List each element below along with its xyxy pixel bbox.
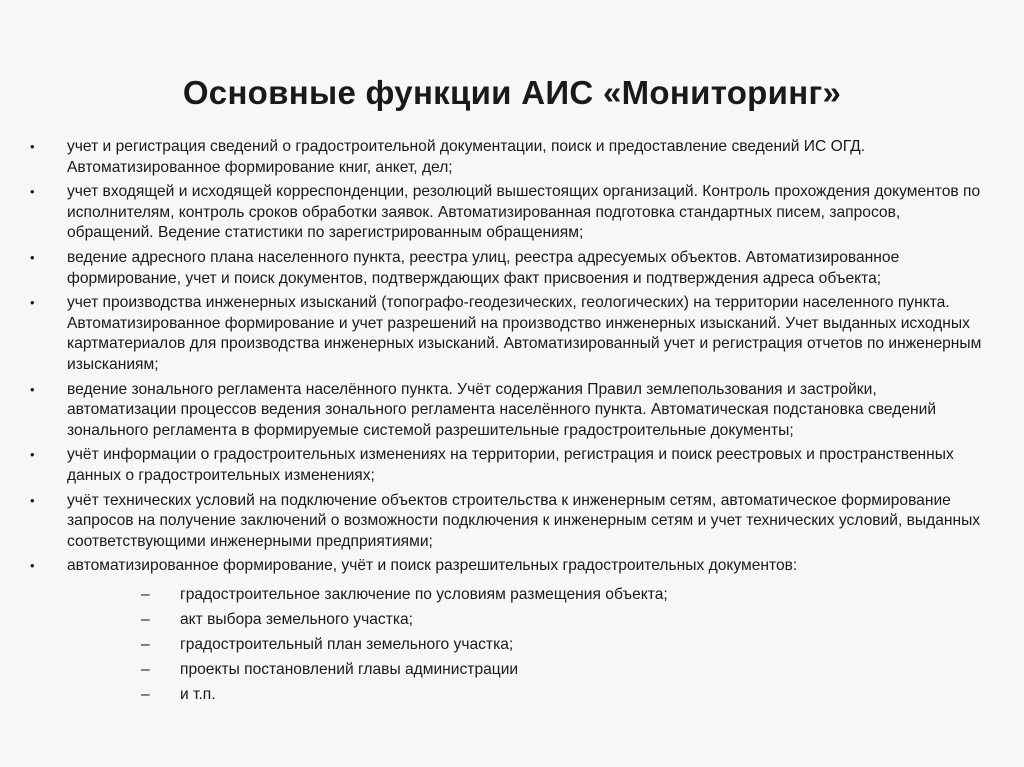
list-item (0, 137, 1024, 178)
documents-sublist (67, 585, 984, 706)
sublist-item (67, 585, 984, 606)
sublist-item-text: проекты постановлений главы администрации (180, 661, 519, 679)
bullet-icon: • (30, 492, 35, 508)
dash-icon: – (141, 661, 150, 679)
sublist-item (67, 685, 984, 706)
list-item (0, 445, 1024, 486)
list-item (0, 182, 1024, 244)
list-item (0, 556, 1024, 706)
bullet-icon: • (30, 295, 35, 311)
list-item-text: ведение адресного плана населенного пункта, реестра улиц, реестра адресуемых объектов. Автоматизированное формирование, учет и поиск документов, подтверждающих факт присвоения и подтверждения адреса объекта; (67, 248, 900, 287)
bullet-icon: • (30, 447, 35, 463)
functions-list (0, 137, 1024, 710)
bullet-icon: • (30, 558, 35, 574)
list-item-text: учет и регистрация сведений о градостроительной документации, поиск и предоставление сведений ИС ОГД. Автоматизированное формирование книг, анкет, дел; (67, 138, 866, 176)
sublist-item-text: акт выбора земельного участка; (180, 610, 413, 628)
list-item-text: учет входящей и исходящей корреспонденции, резолюций вышестоящих организаций. Контроль прохождения документов по исполнителям, контроль сроков обработки заявок. Автоматизированная подготовка стандартных писем, запросов, обращений. Ведение статистики по зарегистрированным обращениям; (67, 183, 981, 242)
sublist-item-text: градостроительное заключение по условиям размещения объекта; (180, 585, 668, 603)
bullet-icon: • (30, 381, 35, 397)
sublist-item (67, 660, 984, 681)
slide-title: Основные функции АИС «Мониторинг» (182, 74, 842, 111)
dash-icon: – (141, 610, 150, 628)
dash-icon: – (141, 585, 150, 603)
sublist-item (67, 610, 984, 631)
bullet-icon: • (30, 139, 35, 154)
dash-icon: – (141, 686, 150, 704)
dash-icon: – (141, 636, 150, 654)
list-item (0, 380, 1024, 442)
list-item-text: учет производства инженерных изысканий (топографо-геодезических, геологических) на территории населенного пункта. Автоматизированное формирование и учет разрешений на производство инженерных изысканий. Учет выданных исходных картматериалов для производства инженерных изысканий. Автоматизированный учет и регистрация отчетов по инженерным изысканиям; (67, 294, 982, 373)
list-item-text: автоматизированное формирование, учёт и поиск разрешительных градостроительных документов: (67, 557, 798, 575)
list-item (0, 248, 1024, 289)
bullet-icon: • (30, 249, 35, 265)
bullet-icon: • (30, 184, 35, 200)
list-item-text: учёт информации о градостроительных изменениях на территории, регистрация и поиск реестровых и пространственных данных о градостроительных изменениях; (67, 446, 954, 484)
sublist-item-text: и т.п. (180, 686, 216, 704)
sublist-item-text: градостроительный план земельного участка; (180, 636, 514, 654)
list-item-text: учёт технических условий на подключение объектов строительства к инженерным сетям, автоматическое формирование запросов на получение заключений о возможности подключения к инженерным сетям и учет технических условий, выданных соответствующими инженерными предприятиями; (67, 491, 981, 550)
list-item-text: ведение зонального регламента населённого пункта. Учёт содержания Правил землепользования и застройки, автоматизации процессов ведения зонального регламента населённого пункта. Автоматическая подстановка сведений зонального регламента в формируемые системой разрешительные градостроительные документы; (67, 380, 937, 439)
sublist-item (67, 635, 984, 656)
list-item (0, 293, 1024, 375)
list-item (0, 491, 1024, 553)
